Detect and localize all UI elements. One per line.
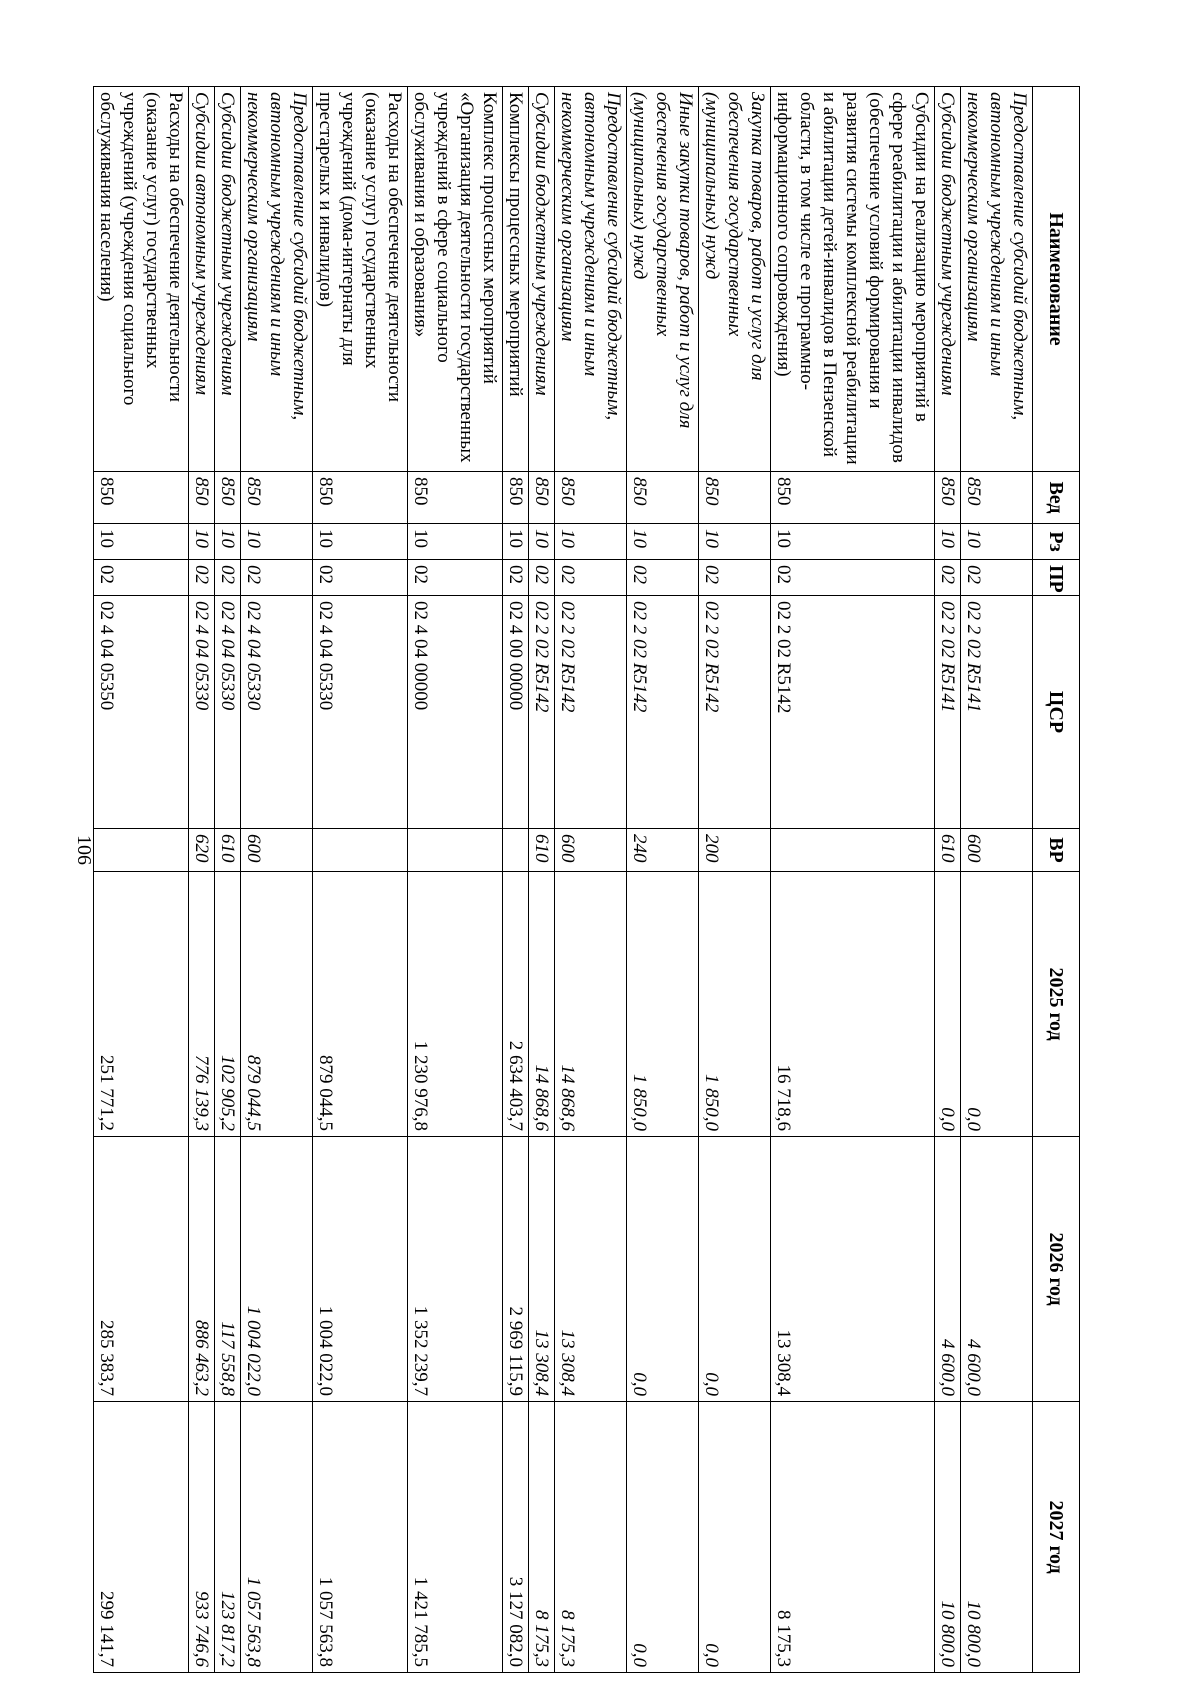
cell-ved: 850 xyxy=(529,472,555,524)
cell-2027: 8 175,3 xyxy=(555,1402,627,1673)
cell-ved: 850 xyxy=(627,472,699,524)
header-rz: Рз xyxy=(1033,524,1080,560)
cell-2026: 1 352 239,7 xyxy=(408,1137,503,1402)
cell-2026: 0,0 xyxy=(699,1137,771,1402)
table-row xyxy=(503,87,529,1673)
cell-rz: 10 xyxy=(771,524,935,560)
budget-table xyxy=(93,86,1080,1673)
cell-name: Субсидии на реализацию мероприятий в сфере реабилитации и абилитации инвалидов (обеспечение условий формирования и развития системы комплексной реабилитации и абилитации детей-инвалидов в Пензенской области, в том числе ее программно-информационного сопровождения) xyxy=(771,87,935,472)
cell-ved: 850 xyxy=(699,472,771,524)
cell-name: Предоставление субсидий бюджетным, автономным учреждениям и иным некоммерческим организациям xyxy=(241,87,313,472)
cell-rz: 10 xyxy=(627,524,699,560)
table-row xyxy=(935,87,961,1673)
cell-rz: 10 xyxy=(408,524,503,560)
cell-ved: 850 xyxy=(215,472,241,524)
cell-pr: 02 xyxy=(313,560,408,596)
cell-ved: 850 xyxy=(771,472,935,524)
header-name: Наименование xyxy=(1033,87,1080,472)
cell-2026: 1 004 022,0 xyxy=(241,1137,313,1402)
cell-2025: 879 044,5 xyxy=(241,872,313,1137)
cell-2026: 117 558,8 xyxy=(215,1137,241,1402)
cell-name: Субсидии бюджетным учреждениям xyxy=(529,87,555,472)
cell-csr: 02 4 04 05330 xyxy=(215,596,241,829)
cell-csr: 02 4 04 05350 xyxy=(94,596,189,829)
cell-name: Предоставление субсидий бюджетным, автономным учреждениям и иным некоммерческим организациям xyxy=(961,87,1033,472)
cell-pr: 02 xyxy=(935,560,961,596)
cell-name: Расходы на обеспечение деятельности (оказание услуг) государственных учреждений (учреждения социального обслуживания населения) xyxy=(94,87,189,472)
table-row xyxy=(961,87,1033,1673)
cell-csr: 02 2 02 R5142 xyxy=(771,596,935,829)
cell-vr: 600 xyxy=(555,829,627,872)
cell-2025: 0,0 xyxy=(961,872,1033,1137)
cell-pr: 02 xyxy=(241,560,313,596)
cell-2026: 886 463,2 xyxy=(189,1137,215,1402)
rotated-page-content xyxy=(96,86,1080,1672)
cell-csr: 02 2 02 R5142 xyxy=(555,596,627,829)
cell-2025: 102 905,2 xyxy=(215,872,241,1137)
cell-pr: 02 xyxy=(771,560,935,596)
cell-pr: 02 xyxy=(215,560,241,596)
table-row xyxy=(189,87,215,1673)
cell-pr: 02 xyxy=(94,560,189,596)
table-row xyxy=(555,87,627,1673)
cell-ved: 850 xyxy=(503,472,529,524)
cell-csr: 02 2 02 R5141 xyxy=(961,596,1033,829)
cell-vr: 620 xyxy=(189,829,215,872)
cell-2027: 8 175,3 xyxy=(771,1402,935,1673)
table-row xyxy=(771,87,935,1673)
cell-vr: 610 xyxy=(935,829,961,872)
cell-rz: 10 xyxy=(215,524,241,560)
header-vr: ВР xyxy=(1033,829,1080,872)
table-row xyxy=(94,87,189,1673)
cell-vr: 240 xyxy=(627,829,699,872)
cell-vr: 610 xyxy=(215,829,241,872)
cell-2026: 285 383,7 xyxy=(94,1137,189,1402)
cell-csr: 02 4 04 05330 xyxy=(189,596,215,829)
header-pr: ПР xyxy=(1033,560,1080,596)
cell-ved: 850 xyxy=(189,472,215,524)
cell-2027: 8 175,3 xyxy=(529,1402,555,1673)
cell-2026: 2 969 115,9 xyxy=(503,1137,529,1402)
table-row xyxy=(408,87,503,1673)
table-row xyxy=(699,87,771,1673)
cell-csr: 02 2 02 R5141 xyxy=(935,596,961,829)
cell-2026: 13 308,4 xyxy=(529,1137,555,1402)
cell-2026: 4 600,0 xyxy=(935,1137,961,1402)
cell-pr: 02 xyxy=(503,560,529,596)
table-header-row xyxy=(1033,87,1080,1673)
cell-rz: 10 xyxy=(935,524,961,560)
cell-ved: 850 xyxy=(935,472,961,524)
header-2026: 2026 год xyxy=(1033,1137,1080,1402)
cell-2027: 0,0 xyxy=(627,1402,699,1673)
cell-2025: 1 230 976,8 xyxy=(408,872,503,1137)
cell-2025: 776 139,3 xyxy=(189,872,215,1137)
cell-2026: 13 308,4 xyxy=(555,1137,627,1402)
cell-2025: 879 044,5 xyxy=(313,872,408,1137)
table-body xyxy=(94,87,1033,1673)
header-csr: ЦСР xyxy=(1033,596,1080,829)
cell-name: Закупка товаров, работ и услуг для обеспечения государственных (муниципальных) нужд xyxy=(699,87,771,472)
header-2027: 2027 год xyxy=(1033,1402,1080,1673)
cell-vr: 200 xyxy=(699,829,771,872)
cell-csr: 02 4 04 05330 xyxy=(313,596,408,829)
cell-2025: 16 718,6 xyxy=(771,872,935,1137)
cell-vr xyxy=(408,829,503,872)
cell-name: Субсидии бюджетным учреждениям xyxy=(215,87,241,472)
cell-csr: 02 2 02 R5142 xyxy=(529,596,555,829)
cell-pr: 02 xyxy=(529,560,555,596)
cell-ved: 850 xyxy=(241,472,313,524)
cell-csr: 02 2 02 R5142 xyxy=(699,596,771,829)
cell-rz: 10 xyxy=(313,524,408,560)
cell-name: Предоставление субсидий бюджетным, автономным учреждениям и иным некоммерческим организациям xyxy=(555,87,627,472)
cell-rz: 10 xyxy=(189,524,215,560)
cell-2027: 3 127 082,0 xyxy=(503,1402,529,1673)
cell-vr: 600 xyxy=(241,829,313,872)
cell-rz: 10 xyxy=(961,524,1033,560)
rotated-table-area xyxy=(96,86,1080,1672)
cell-2027: 10 800,0 xyxy=(935,1402,961,1673)
cell-2027: 1 057 563,8 xyxy=(241,1402,313,1673)
header-2025: 2025 год xyxy=(1033,872,1080,1137)
cell-pr: 02 xyxy=(189,560,215,596)
cell-rz: 10 xyxy=(699,524,771,560)
cell-2026: 0,0 xyxy=(627,1137,699,1402)
cell-csr: 02 4 00 00000 xyxy=(503,596,529,829)
table-row xyxy=(215,87,241,1673)
cell-vr: 600 xyxy=(961,829,1033,872)
cell-name: Расходы на обеспечение деятельности (оказание услуг) государственных учреждений (дома-интернаты для престарелых и инвалидов) xyxy=(313,87,408,472)
table-row xyxy=(313,87,408,1673)
cell-2025: 14 868,6 xyxy=(529,872,555,1137)
cell-vr xyxy=(771,829,935,872)
cell-2027: 0,0 xyxy=(699,1402,771,1673)
cell-csr: 02 4 04 00000 xyxy=(408,596,503,829)
cell-csr: 02 4 04 05330 xyxy=(241,596,313,829)
cell-2027: 933 746,6 xyxy=(189,1402,215,1673)
cell-vr xyxy=(94,829,189,872)
cell-pr: 02 xyxy=(627,560,699,596)
page-number: 106 xyxy=(73,835,95,865)
cell-name: Субсидии автономным учреждениям xyxy=(189,87,215,472)
cell-ved: 850 xyxy=(961,472,1033,524)
cell-ved: 850 xyxy=(555,472,627,524)
cell-ved: 850 xyxy=(408,472,503,524)
cell-pr: 02 xyxy=(961,560,1033,596)
cell-2027: 123 817,2 xyxy=(215,1402,241,1673)
cell-name: Комплексы процессных мероприятий xyxy=(503,87,529,472)
cell-2025: 0,0 xyxy=(935,872,961,1137)
cell-ved: 850 xyxy=(313,472,408,524)
cell-pr: 02 xyxy=(408,560,503,596)
cell-2025: 1 850,0 xyxy=(699,872,771,1137)
table-row xyxy=(241,87,313,1673)
table-row xyxy=(627,87,699,1673)
cell-2026: 1 004 022,0 xyxy=(313,1137,408,1402)
cell-rz: 10 xyxy=(241,524,313,560)
cell-vr xyxy=(313,829,408,872)
cell-name: Субсидии бюджетным учреждениям xyxy=(935,87,961,472)
table-row xyxy=(529,87,555,1673)
header-ved: Вед xyxy=(1033,472,1080,524)
cell-rz: 10 xyxy=(94,524,189,560)
cell-pr: 02 xyxy=(555,560,627,596)
cell-name: Комплекс процессных мероприятий «Организация деятельности государственных учреждений в сфере социального обслуживания и образования» xyxy=(408,87,503,472)
cell-rz: 10 xyxy=(555,524,627,560)
cell-2026: 13 308,4 xyxy=(771,1137,935,1402)
cell-2027: 10 800,0 xyxy=(961,1402,1033,1673)
cell-vr xyxy=(503,829,529,872)
cell-2025: 14 868,6 xyxy=(555,872,627,1137)
cell-name: Иные закупки товаров, работ и услуг для обеспечения государственных (муниципальных) нужд xyxy=(627,87,699,472)
cell-rz: 10 xyxy=(503,524,529,560)
cell-rz: 10 xyxy=(529,524,555,560)
cell-2027: 1 057 563,8 xyxy=(313,1402,408,1673)
cell-pr: 02 xyxy=(699,560,771,596)
cell-2025: 1 850,0 xyxy=(627,872,699,1137)
cell-vr: 610 xyxy=(529,829,555,872)
cell-2027: 1 421 785,5 xyxy=(408,1402,503,1673)
cell-csr: 02 2 02 R5142 xyxy=(627,596,699,829)
cell-2026: 4 600,0 xyxy=(961,1137,1033,1402)
cell-2027: 299 141,7 xyxy=(94,1402,189,1673)
cell-2025: 251 771,2 xyxy=(94,872,189,1137)
cell-ved: 850 xyxy=(94,472,189,524)
cell-2025: 2 634 403,7 xyxy=(503,872,529,1137)
